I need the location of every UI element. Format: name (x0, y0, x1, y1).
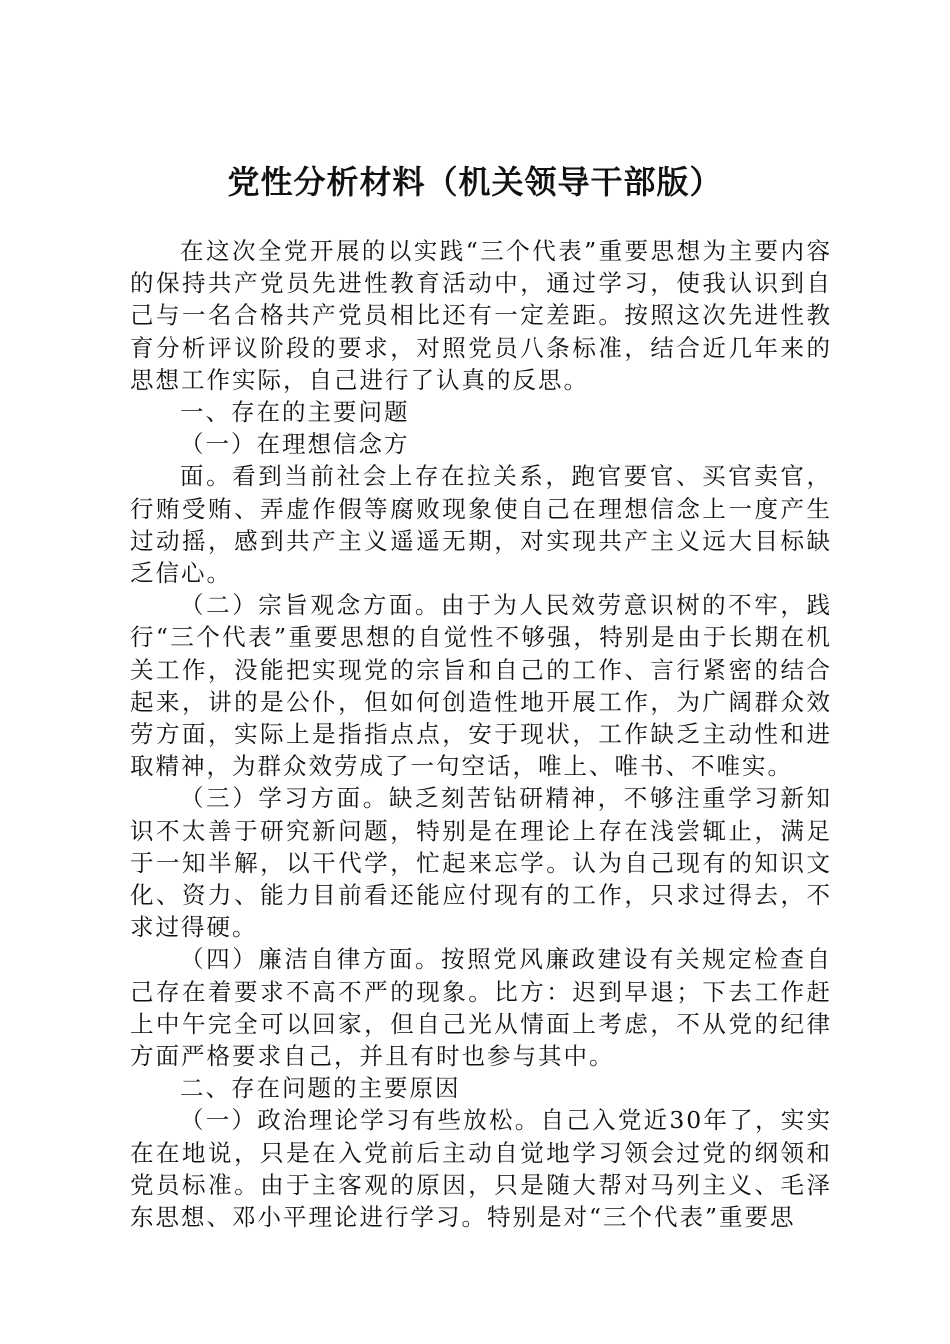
document-title: 党性分析材料（机关领导干部版） (227, 163, 723, 201)
section-heading-causes: 二、存在问题的主要原因 (180, 1074, 461, 1103)
document-body (130, 235, 832, 1233)
paragraph-purpose: （二）宗旨观念方面。由于为人民效劳意识树的不牢，践行“三个代表”重要思想的自觉性不够强，特别是由于长期在机关工作，没能把实现党的宗旨和自己的工作、言行紧密的结合起来，讲的是公仆，但如何创造性地开展工作，为广阔群众效劳方面，实际上是指指点点，安于现状，工作缺乏主动性和进取精神，为群众效劳成了一句空话，唯上、唯书、不唯实。 (130, 591, 832, 781)
paragraph-theory-study: （一）政治理论学习有些放松。自己入党近30年了，实实在在地说，只是在入党前后主动自觉地学习领会过党的纲领和党员标准。由于主客观的原因，只是随大帮对马列主义、毛泽东思想、邓小平理论进行学习。特别是对“三个代表”重要思 (130, 1106, 832, 1232)
section-heading-problems: 一、存在的主要问题 (180, 398, 410, 427)
subsection-heading-ideals: （一）在理想信念方 (180, 430, 410, 459)
paragraph-ideals: 面。看到当前社会上存在拉关系，跑官要官、买官卖官，行贿受贿、弄虚作假等腐败现象使自己在理想信念上一度产生过动摇，感到共产主义遥遥无期，对实现共产主义远大目标缺乏信心。 (130, 462, 832, 588)
paragraph-intro: 在这次全党开展的以实践“三个代表”重要思想为主要内容的保持共产党员先进性教育活动中，通过学习，使我认识到自己与一名合格共产党员相比还有一定差距。按照这次先进性教育分析评议阶段的要求，对照党员八条标准，结合近几年来的思想工作实际，自己进行了认真的反思。 (130, 237, 832, 394)
paragraph-integrity: （四）廉洁自律方面。按照党风廉政建设有关规定检查自己存在着要求不高不严的现象。比方：迟到早退；下去工作赶上中午完全可以回家，但自己光从情面上考虑，不从党的纪律方面严格要求自己，并且有时也参与其中。 (130, 945, 832, 1071)
paragraph-study: （三）学习方面。缺乏刻苦钻研精神，不够注重学习新知识不太善于研究新问题，特别是在理论上存在浅尝辄止，满足于一知半解，以干代学，忙起来忘学。认为自己现有的知识文化、资力、能力目前看还能应付现有的工作，只求过得去，不求过得硬。 (130, 784, 832, 942)
